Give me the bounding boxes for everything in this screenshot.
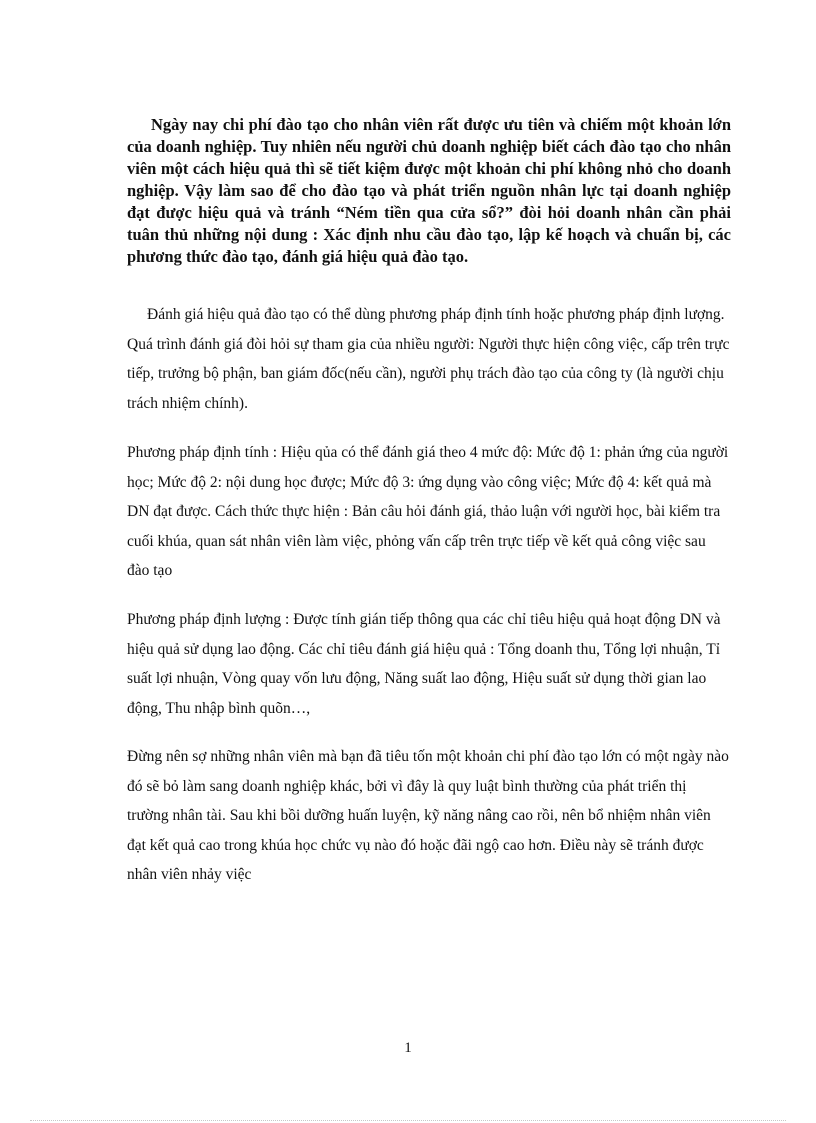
paragraph-quantitative-method: Phương pháp định lượng : Được tính gián tiếp thông qua các chỉ tiêu hiệu quả hoạt động DN và hiệu quả sử dụng lao động. Các chỉ tiêu đánh giá hiệu quả : Tổng doanh thu, Tổng lợi nhuận, Tỉ suất lợi nhuận, Vòng quay vốn lưu động, Năng suất lao động, Hiệu suất sử dụng thời gian lao động, Thu nhập bình quõn…, [127, 611, 721, 717]
intro-paragraph: Ngày nay chi phí đào tạo cho nhân viên rất được ưu tiên và chiếm một khoản lớn của doanh nghiệp. Tuy nhiên nếu người chủ doanh nghiệp biết cách đào tạo cho nhân viên một cách hiệu quả thì sẽ tiết kiệm được một khoản chi phí không nhỏ cho doanh nghiệp. Vậy làm sao để cho đào tạo và phát triển nguồn nhân lực tại doanh nghiệp đạt được hiệu quả và tránh “Ném tiền qua cửa sổ?” đòi hỏi doanh nhân cần phải tuân thủ những nội dung : Xác định nhu cầu đào tạo, lập kế hoạch và chuẩn bị, các phương thức đào tạo, đánh giá hiệu quả đào tạo. [127, 115, 731, 266]
page-number: 1 [404, 1040, 412, 1056]
paragraph-evaluation-overview: Đánh giá hiệu quả đào tạo có thể dùng phương pháp định tính hoặc phương pháp định lượng. Quá trình đánh giá đòi hỏi sự tham gia của nhiều người: Người thực hiện công việc, cấp trên trực tiếp, trưởng bộ phận, ban giám đốc(nếu cần), người phụ trách đào tạo của công ty (là người chịu trách nhiệm chính). [127, 306, 730, 412]
page-bottom-border [30, 1120, 786, 1121]
paragraph-qualitative-method: Phương pháp định tính : Hiệu qủa có thể đánh giá theo 4 mức độ: Mức độ 1: phản ứng của người học; Mức độ 2: nội dung học được; Mức độ 3: ứng dụng vào công việc; Mức độ 4: kết quả mà DN đạt được. Cách thức thực hiện : Bản câu hỏi đánh giá, thảo luận với người học, bài kiểm tra cuối khúa, quan sát nhân viên làm việc, phỏng vấn cấp trên trực tiếp về kết quả công việc sau đào tạo [127, 444, 729, 579]
paragraph-retention-advice: Đừng nên sợ những nhân viên mà bạn đã tiêu tốn một khoản chi phí đào tạo lớn có một ngày nào đó sẽ bỏ làm sang doanh nghiệp khác, bởi vì đây là quy luật bình thường của phát triển thị trường nhân tài. Sau khi bồi dưỡng huấn luyện, kỹ năng nâng cao rồi, nên bổ nhiệm nhân viên đạt kết quả cao trong khúa học chức vụ nào đó hoặc đãi ngộ cao hơn. Điều này sẽ tránh được nhân viên nhảy việc [127, 748, 729, 883]
